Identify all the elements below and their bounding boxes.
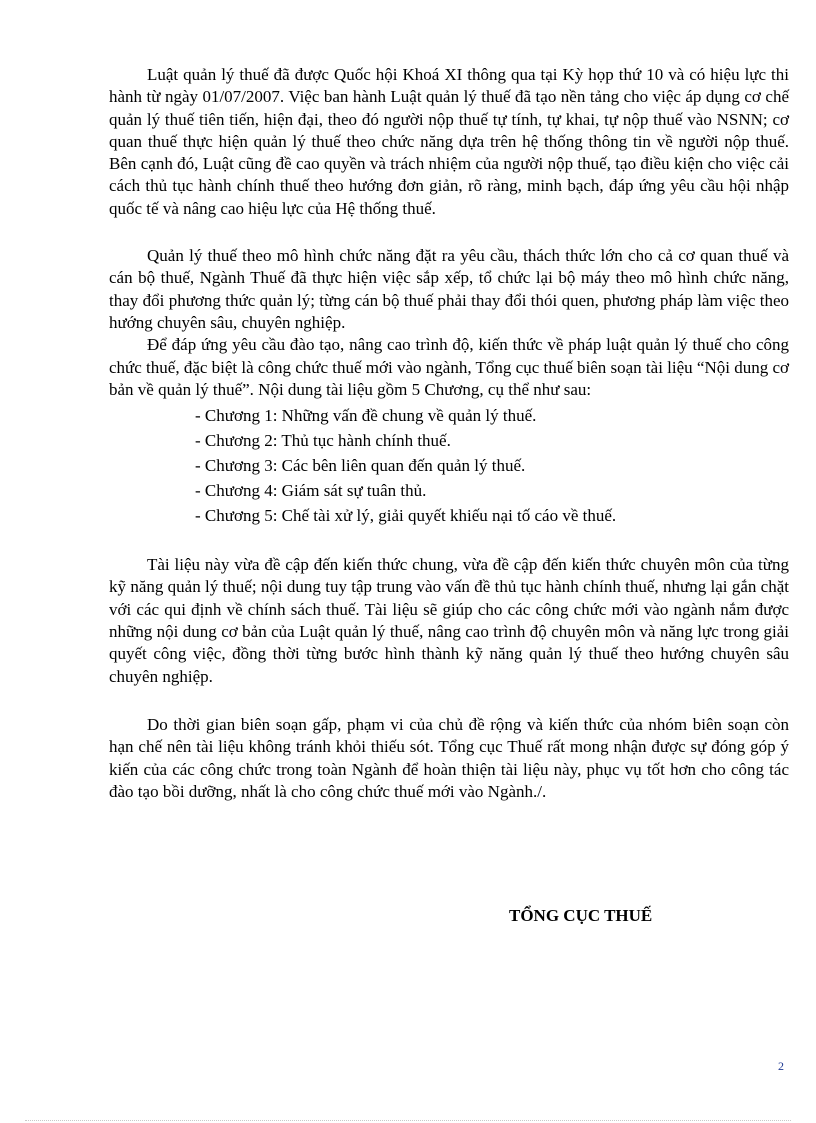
document-body: [109, 64, 789, 803]
signature-organization: TỔNG CỤC THUẾ: [509, 906, 653, 925]
page-number: 2: [778, 1059, 784, 1073]
chapter-list-item: - Chương 1: Những vấn đề chung về quản lý thuế.: [195, 406, 537, 426]
paragraph-training-purpose: Để đáp ứng yêu cầu đào tạo, nâng cao trình độ, kiến thức về pháp luật quản lý thuế cho công chức thuế, đặc biệt là công chức thuế mới vào ngành, Tổng cục thuế biên soạn tài liệu “Nội dung cơ bản về quản lý thuế”. Nội dung tài liệu gồm 5 Chương, cụ thể như sau:: [109, 335, 789, 399]
paragraph-functional-model: Quản lý thuế theo mô hình chức năng đặt ra yêu cầu, thách thức lớn cho cả cơ quan thuế và cán bộ thuế, Ngành Thuế đã thực hiện việc sắp xếp, tổ chức lại bộ máy theo mô hình chức năng, thay đổi phương thức quản lý; từng cán bộ thuế phải thay đổi thói quen, phương pháp làm việc theo hướng chuyên sâu, chuyên nghiệp.: [109, 246, 789, 332]
chapter-list-item: - Chương 4: Giám sát sự tuân thủ.: [195, 481, 427, 501]
paragraph-intro: Luật quản lý thuế đã được Quốc hội Khoá XI thông qua tại Kỳ họp thứ 10 và có hiệu lực thi hành từ ngày 01/07/2007. Việc ban hành Luật quản lý thuế đã tạo nền tảng cho việc áp dụng cơ chế quản lý thuế tiên tiến, hiện đại, theo đó người nộp thuế tự tính, tự khai, tự nộp thuế vào NSNN; cơ quan thuế thực hiện quản lý thuế theo chức năng dựa trên hệ thống thông tin về người nộp thuế. Bên cạnh đó, Luật cũng đề cao quyền và trách nhiệm của người nộp thuế, tạo điều kiện cho việc cải cách thủ tục hành chính thuế theo hướng đơn giản, rõ ràng, minh bạch, đáp ứng yêu cầu hội nhập quốc tế và nâng cao hiệu lực của Hệ thống thuế.: [109, 65, 789, 218]
page-bottom-divider: [25, 1120, 791, 1121]
chapter-list: [109, 403, 789, 528]
paragraph-content-scope: Tài liệu này vừa đề cập đến kiến thức chung, vừa đề cập đến kiến thức chuyên môn của từng kỹ năng quản lý thuế; nội dung tuy tập trung vào vấn đề thủ tục hành chính thuế, nhưng lại gắn chặt với các qui định về chính sách thuế. Tài liệu sẽ giúp cho các công chức mới vào ngành nắm được những nội dung cơ bản của Luật quản lý thuế, nâng cao trình độ chuyên môn và năng lực trong giải quyết công việc, đồng thời từng bước hình thành kỹ năng quản lý thuế theo hướng chuyên sâu chuyên nghiệp.: [109, 555, 789, 686]
chapter-list-item: - Chương 5: Chế tài xử lý, giải quyết khiếu nại tố cáo về thuế.: [195, 506, 617, 526]
chapter-list-item: - Chương 2: Thủ tục hành chính thuế.: [195, 431, 451, 451]
paragraph-feedback-request: Do thời gian biên soạn gấp, phạm vi của chủ đề rộng và kiến thức của nhóm biên soạn còn hạn chế nên tài liệu không tránh khỏi thiếu sót. Tổng cục Thuế rất mong nhận được sự đóng góp ý kiến của các công chức trong toàn Ngành để hoàn thiện tài liệu này, phục vụ tốt hơn cho công tác đào tạo bồi dưỡng, nhất là cho công chức thuế mới vào Ngành./.: [109, 714, 789, 801]
chapter-list-item: - Chương 3: Các bên liên quan đến quản lý thuế.: [195, 456, 526, 476]
